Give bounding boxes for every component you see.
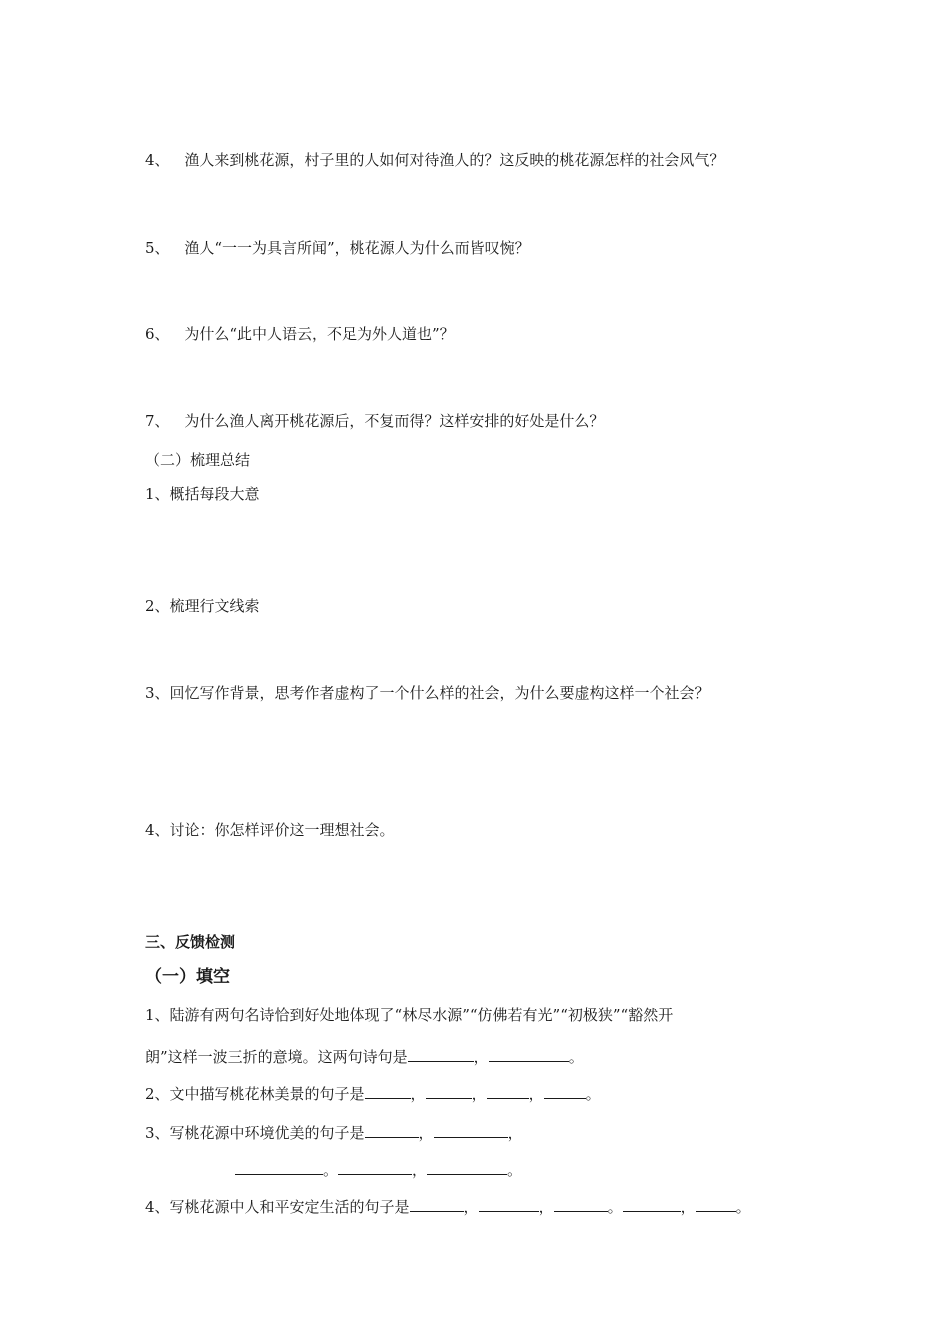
answer-blank[interactable] xyxy=(235,1159,323,1175)
fill-question-1-line-2 xyxy=(145,1046,584,1067)
fill-in-heading: （一）填空 xyxy=(145,967,230,987)
fill-question-text: 朗”这样一波三折的意境。这两句诗句是 xyxy=(145,1048,408,1066)
punctuation: 。 xyxy=(585,1085,601,1103)
punctuation: ， xyxy=(473,1048,489,1066)
answer-blank[interactable] xyxy=(410,1196,464,1212)
answer-blank[interactable] xyxy=(489,1046,569,1062)
question-text: 渔人来到桃花源，村子里的人如何对待渔人的？这反映的桃花源怎样的社会风气？ xyxy=(184,151,725,169)
summary-item-2: 2、梳理行文线索 xyxy=(145,597,260,615)
question-text: 为什么“此中人语云，不足为外人道也”？ xyxy=(184,325,455,343)
answer-blank[interactable] xyxy=(623,1196,681,1212)
answer-blank[interactable] xyxy=(365,1083,411,1099)
answer-blank[interactable] xyxy=(487,1083,529,1099)
punctuation: ， xyxy=(463,1198,479,1216)
answer-blank[interactable] xyxy=(554,1196,608,1212)
answer-blank[interactable] xyxy=(434,1122,508,1138)
punctuation: ， xyxy=(471,1085,487,1103)
answer-blank[interactable] xyxy=(426,1083,472,1099)
answer-blank[interactable] xyxy=(408,1046,474,1062)
fill-question-text: 3、写桃花源中环境优美的句子是 xyxy=(145,1124,365,1142)
question-number: 7、 xyxy=(145,412,170,430)
question-text: 渔人“一一为具言所闻”，桃花源人为什么而皆叹惋？ xyxy=(184,239,530,257)
summary-heading: （二）梳理总结 xyxy=(145,451,251,469)
question-number: 6、 xyxy=(145,325,170,343)
punctuation: 。 xyxy=(607,1198,623,1216)
fill-question-3-line-1 xyxy=(145,1122,523,1143)
fill-question-4 xyxy=(145,1196,751,1217)
answer-blank[interactable] xyxy=(544,1083,586,1099)
punctuation: 。 xyxy=(735,1198,751,1216)
punctuation: ， xyxy=(538,1198,554,1216)
question-text: 为什么渔人离开桃花源后，不复而得？这样安排的好处是什么？ xyxy=(184,412,605,430)
punctuation: ， xyxy=(418,1124,434,1142)
fill-question-text: 4、写桃花源中人和平安定生活的句子是 xyxy=(145,1198,410,1216)
fill-question-3-line-2 xyxy=(235,1159,522,1180)
punctuation: ， xyxy=(528,1085,544,1103)
answer-blank[interactable] xyxy=(427,1159,507,1175)
question-6 xyxy=(145,324,455,344)
answer-blank[interactable] xyxy=(696,1196,736,1212)
punctuation: ， xyxy=(412,1161,428,1179)
fill-question-text: 2、文中描写桃花林美景的句子是 xyxy=(145,1085,365,1103)
question-4 xyxy=(145,150,724,170)
summary-item-1: 1、概括每段大意 xyxy=(145,485,260,503)
question-5 xyxy=(145,238,530,258)
answer-blank[interactable] xyxy=(479,1196,539,1212)
punctuation: 。 xyxy=(323,1161,339,1179)
punctuation: ， xyxy=(680,1198,696,1216)
question-number: 4、 xyxy=(145,151,170,169)
punctuation: ， xyxy=(507,1124,523,1142)
question-7 xyxy=(145,411,604,431)
answer-blank[interactable] xyxy=(338,1159,412,1175)
feedback-heading: 三、反馈检测 xyxy=(145,933,236,951)
punctuation: 。 xyxy=(568,1048,584,1066)
question-number: 5、 xyxy=(145,239,170,257)
answer-blank[interactable] xyxy=(365,1122,419,1138)
summary-item-4: 4、讨论：你怎样评价这一理想社会。 xyxy=(145,821,395,839)
punctuation: ， xyxy=(410,1085,426,1103)
fill-question-1-line-1: 1、陆游有两句名诗恰到好处地体现了“林尽水源”“仿佛若有光”“初极狭”“豁然开 xyxy=(145,1006,674,1024)
summary-item-3: 3、回忆写作背景，思考作者虚构了一个什么样的社会，为什么要虚构这样一个社会？ xyxy=(145,684,710,702)
fill-question-2 xyxy=(145,1083,601,1104)
punctuation: 。 xyxy=(507,1161,523,1179)
